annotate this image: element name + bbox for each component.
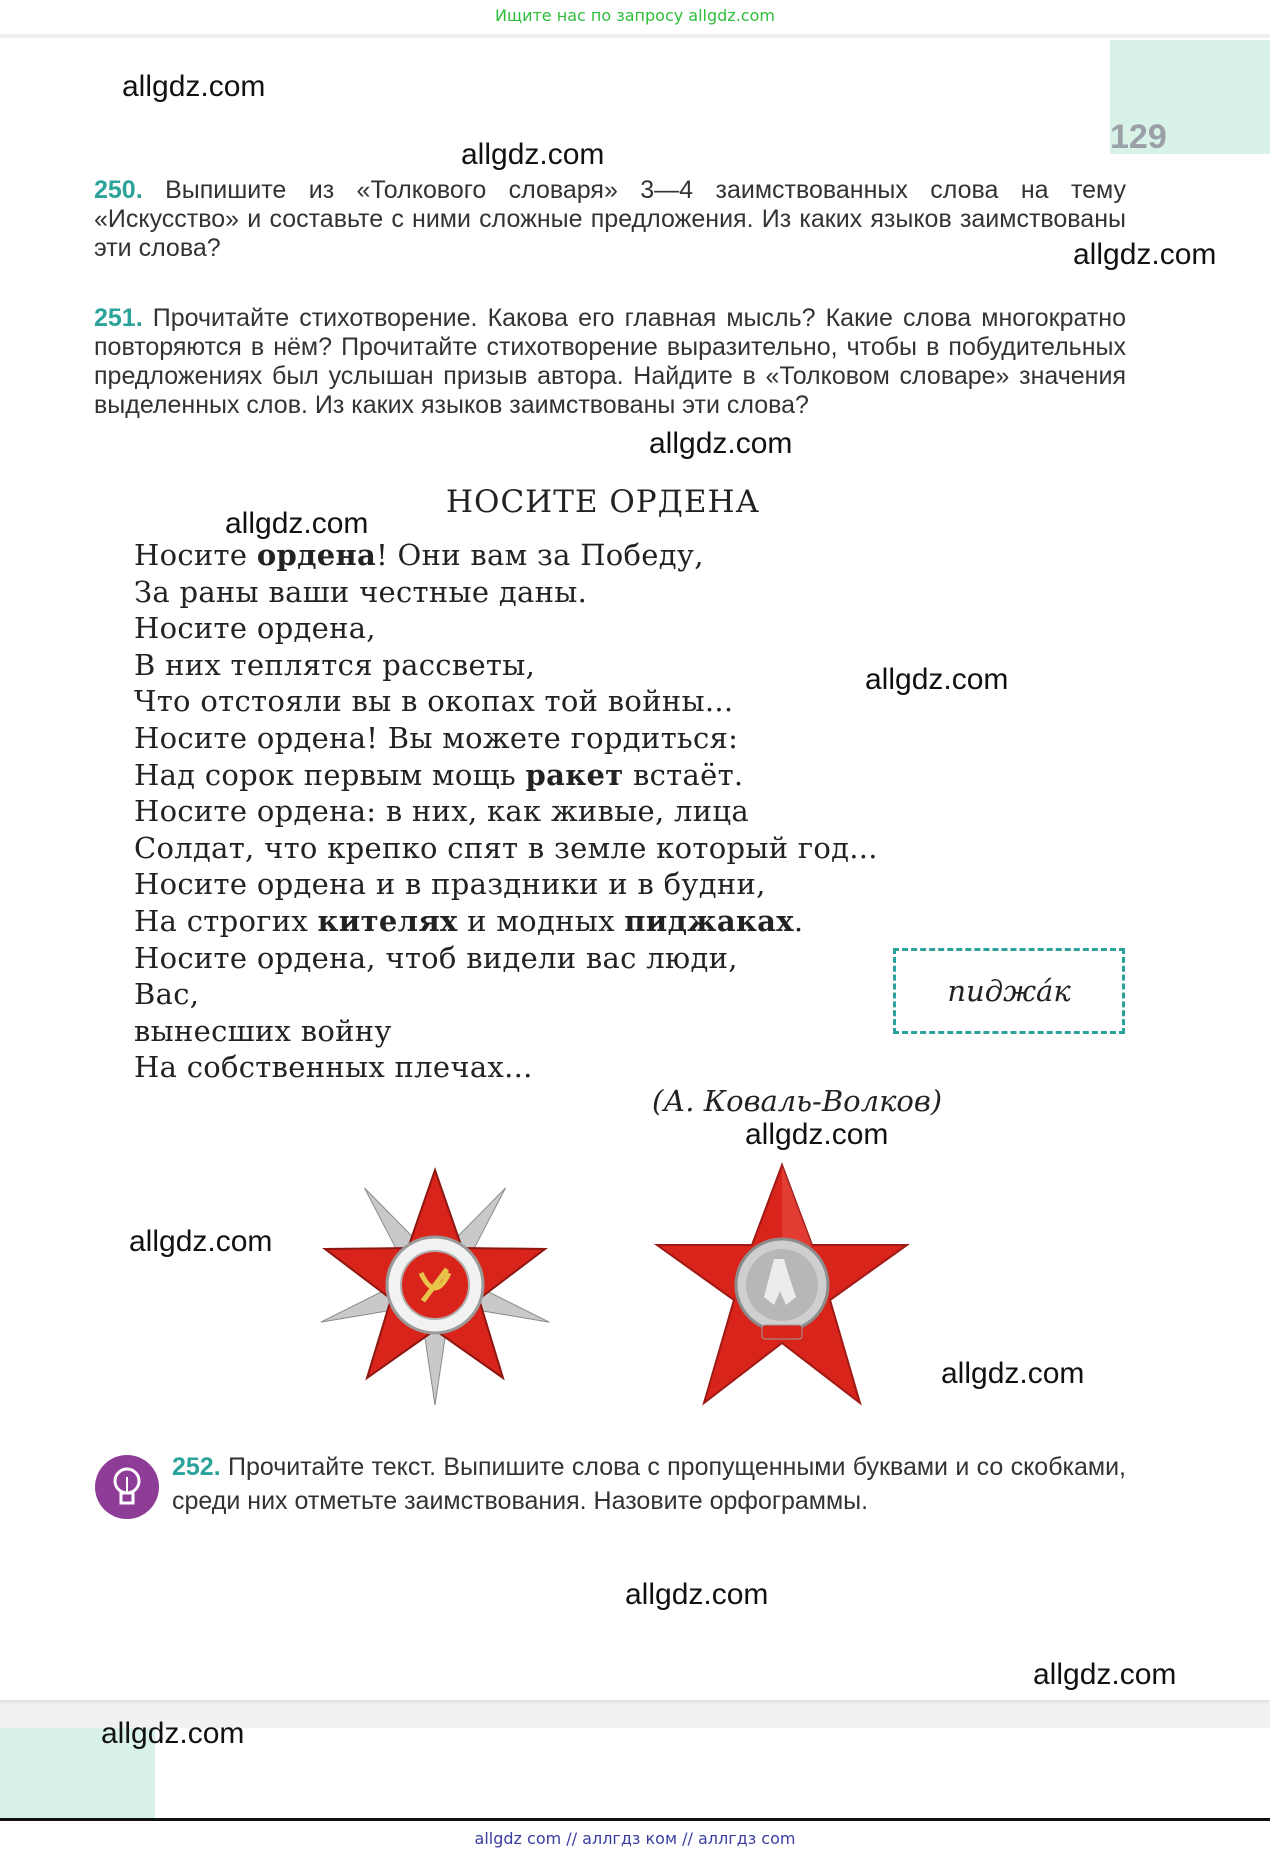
poem-line: Над сорок первым мощь ракет встаёт.: [134, 757, 744, 792]
watermark: allgdz.com: [1033, 1658, 1177, 1691]
poem-line: Носите ордена: в них, как живые, лица: [134, 794, 749, 829]
watermark: allgdz.com: [101, 1717, 245, 1750]
idea-bulb-icon: [95, 1455, 159, 1519]
poem-line: За раны ваши честные даны.: [134, 574, 588, 609]
poem-line: Носите ордена и в праздники и в будни,: [134, 867, 766, 902]
poem-author: (А. Коваль-Волков): [652, 1084, 943, 1118]
task-number: 252.: [172, 1453, 221, 1481]
poem-line: На строгих кителях и модных пиджаках.: [134, 903, 804, 938]
task-text: Выпишите из «Толкового словаря» 3—4 заимствованных слова на тему «Искусство» и составьте с ними сложные предложения. Из каких языков заимствованы эти слова?: [94, 176, 1126, 262]
poem-line: Вас,: [134, 977, 200, 1012]
poem-line: Носите ордена! Они вам за Победу,: [134, 538, 704, 572]
task-text: Прочитайте стихотворение. Какова его главная мысль? Какие слова многократно повторяются в нём? Прочитайте стихотворение выразительно, чтобы в побудительных предложениях был услышан призыв автора. Найдите в «Толковом словаре» значения выделенных слов. Из каких языков заимствованы эти слова?: [94, 304, 1126, 419]
watermark: allgdz.com: [745, 1118, 889, 1151]
task-number: 250.: [94, 176, 143, 204]
poem-line: Носите ордена,: [134, 611, 376, 646]
watermark: allgdz.com: [625, 1578, 769, 1611]
task-251: [94, 304, 1126, 420]
watermark: allgdz.com: [865, 663, 1009, 696]
watermark: allgdz.com: [941, 1357, 1085, 1390]
bottom-banner[interactable]: allgdz com // аллгдз ком // аллгдз com: [0, 1818, 1270, 1861]
top-banner[interactable]: Ищите нас по запросу allgdz.com: [0, 0, 1270, 34]
poem-line: В них теплятся рассветы,: [134, 647, 536, 682]
dictionary-word: пиджáк: [947, 974, 1071, 1008]
watermark: allgdz.com: [122, 70, 266, 103]
watermark: allgdz.com: [129, 1225, 273, 1258]
poem-line: вынесших войну: [134, 1013, 392, 1048]
poem-title: НОСИТЕ ОРДЕНА: [446, 484, 760, 520]
red-star-order-image: [650, 1160, 915, 1415]
poem-line: Носите ордена! Вы можете гордиться:: [134, 720, 739, 755]
poem-line: Солдат, что крепко спят в земле который год...: [134, 830, 878, 865]
watermark: allgdz.com: [225, 507, 369, 540]
patriotic-war-order-image: [305, 1155, 565, 1415]
page-number: 129: [1110, 118, 1167, 156]
poem-line: Что отстояли вы в окопах той войны...: [134, 684, 734, 719]
watermark: allgdz.com: [649, 427, 793, 460]
poem-line: Носите ордена, чтоб видели вас люди,: [134, 940, 738, 975]
task-250: [94, 176, 1126, 263]
task-number: 251.: [94, 304, 143, 332]
task-252: [172, 1450, 1126, 1518]
watermark: allgdz.com: [1073, 238, 1217, 271]
dictionary-word-box: [893, 948, 1125, 1034]
watermark: allgdz.com: [461, 138, 605, 171]
task-text: Прочитайте текст. Выпишите слова с пропущенными буквами и со скобками, среди них отметьте заимствования. Назовите орфограммы.: [172, 1453, 1127, 1515]
poem-line: На собственных плечах...: [134, 1050, 533, 1085]
poem: [134, 537, 878, 1086]
